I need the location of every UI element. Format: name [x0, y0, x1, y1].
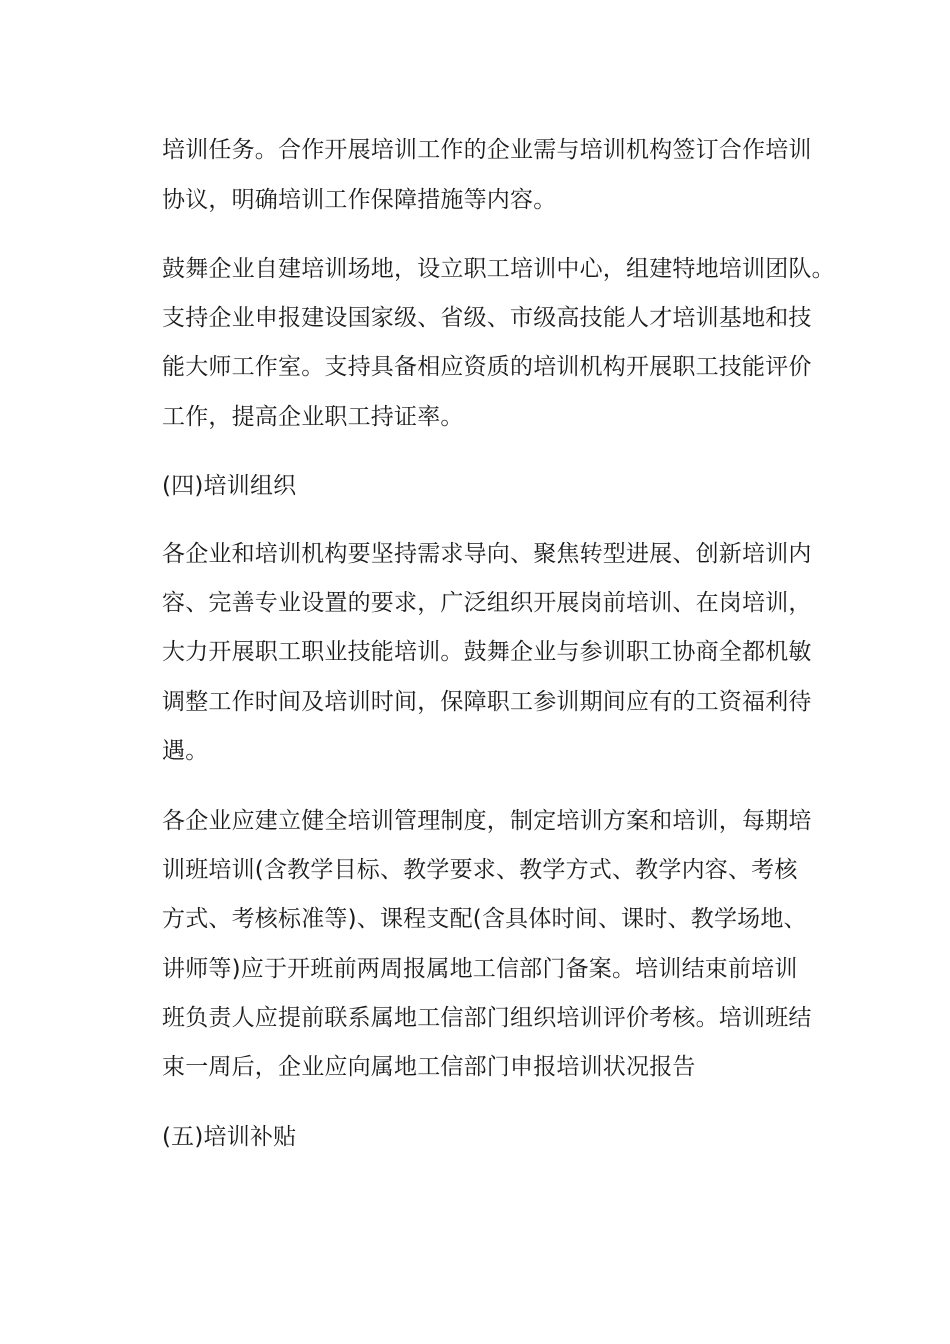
- paragraph-line: 方式、考核标准等)、课程支配(含具体时间、课时、教学场地、: [162, 906, 807, 932]
- section-heading: (四)培训组织: [162, 473, 297, 499]
- paragraph-line: 大力开展职工职业技能培训。鼓舞企业与参训职工协商全都机敏: [162, 639, 812, 665]
- paragraph-line: 培训任务。合作开展培训工作的企业需与培训机构签订合作培训: [162, 137, 812, 163]
- paragraph-line: 各企业应建立健全培训管理制度，制定培训方案和培训，每期培: [162, 808, 812, 834]
- paragraph-line: 各企业和培训机构要坚持需求导向、聚焦转型进展、创新培训内: [162, 541, 812, 567]
- paragraph-line: 束一周后，企业应向属地工信部门申报培训状况报告: [162, 1054, 696, 1080]
- paragraph-line: 讲师等)应于开班前两周报属地工信部门备案。培训结束前培训: [162, 956, 798, 982]
- paragraph-line: 训班培训(含教学目标、教学要求、教学方式、教学内容、考核: [162, 857, 798, 883]
- paragraph-line: 协议，明确培训工作保障措施等内容。: [162, 187, 557, 213]
- paragraph-line: 遇。: [162, 738, 209, 764]
- paragraph-line: 容、完善专业设置的要求，广泛组织开展岗前培训、在岗培训，: [162, 590, 812, 616]
- paragraph-line: 鼓舞企业自建培训场地，设立职工培训中心，组建特地培训团队。: [162, 256, 835, 282]
- paragraph-line: 能大师工作室。支持具备相应资质的培训机构开展职工技能评价: [162, 354, 812, 380]
- paragraph-line: 工作，提高企业职工持证率。: [162, 404, 464, 430]
- paragraph-line: 班负责人应提前联系属地工信部门组织培训评价考核。培训班结: [162, 1005, 812, 1031]
- section-heading: (五)培训补贴: [162, 1124, 297, 1150]
- paragraph-line: 调整工作时间及培训时间，保障职工参训期间应有的工资福利待: [162, 689, 812, 715]
- paragraph-line: 支持企业申报建设国家级、省级、市级高技能人才培训基地和技: [162, 305, 812, 331]
